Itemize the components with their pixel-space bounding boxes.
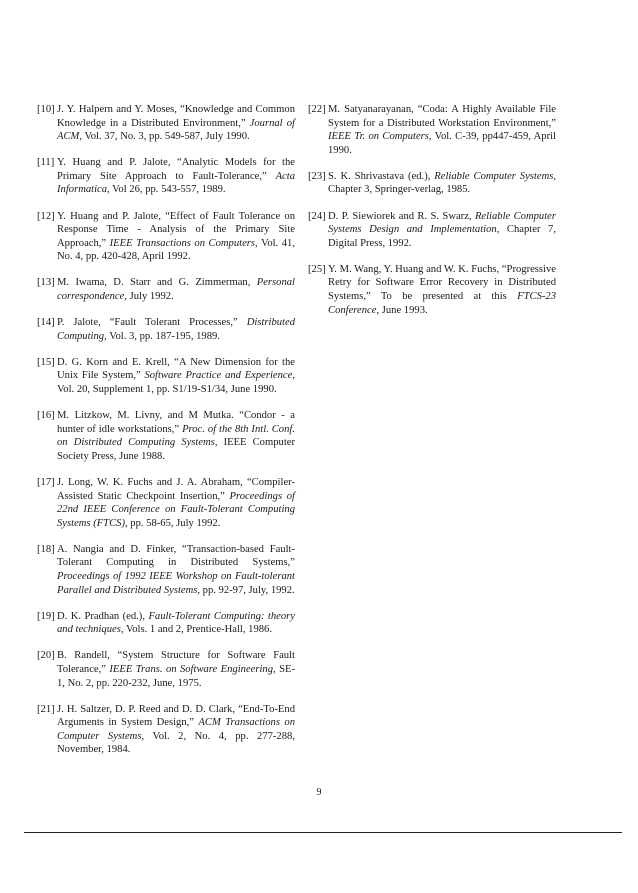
footer-rule — [24, 832, 622, 833]
reference-title-italic: IEEE Tr. on Computers — [328, 131, 429, 143]
reference-title-italic: Acta Informatica — [57, 170, 295, 196]
page-number: 9 — [316, 787, 322, 798]
reference-text — [57, 650, 295, 688]
reference-text-segment: S. K. Shrivastava (ed.), — [328, 170, 435, 182]
reference-text — [57, 211, 295, 263]
reference-number: [13] — [37, 277, 55, 289]
reference-entry — [37, 610, 295, 637]
reference-number: [17] — [37, 476, 55, 488]
reference-text — [57, 611, 295, 636]
reference-text-segment: , Chapter 3, Springer-verlag, 1985. — [328, 170, 557, 196]
reference-text — [57, 477, 295, 529]
reference-title-italic: IEEE Transactions on Computers — [109, 237, 256, 249]
reference-title-italic: Personal correspondence — [57, 277, 295, 303]
reference-number: [11] — [37, 157, 55, 169]
reference-entry — [308, 103, 556, 157]
reference-text — [57, 704, 295, 756]
reference-text-segment: , Vol 26, pp. 543-557, 1989. — [107, 184, 226, 196]
reference-text — [57, 157, 295, 195]
reference-number: [14] — [37, 317, 55, 329]
reference-text-segment: , Vol. 41, No. 4, pp. 420-428, April 1992. — [57, 237, 295, 263]
reference-text — [57, 544, 295, 596]
reference-entry — [37, 210, 295, 264]
reference-text — [57, 410, 295, 462]
reference-number: [23] — [308, 170, 326, 182]
reference-title-italic: Proceedings of 22nd IEEE Conference on Fault-Tolerant Computing Systems (FTCS) — [57, 490, 295, 529]
reference-text-segment: , pp. 92-97, July, 1992. — [197, 584, 295, 596]
reference-text — [328, 171, 556, 196]
reference-text — [328, 211, 556, 249]
reference-title-italic: Software Practice and Experience — [144, 370, 293, 382]
reference-entry — [37, 103, 295, 144]
reference-text — [57, 104, 295, 142]
reference-entry — [37, 703, 295, 757]
reference-text-segment: , IEEE Computer Society Press, June 1988. — [57, 437, 295, 462]
reference-number: [19] — [37, 610, 55, 622]
reference-text-segment: , Vols. 1 and 2, Prentice-Hall, 1986. — [120, 624, 272, 636]
reference-number: [10] — [37, 104, 55, 115]
reference-text — [328, 264, 556, 316]
reference-text — [57, 357, 295, 395]
reference-text-segment: , Vol. C-39, pp447-459, April 1990. — [328, 131, 556, 156]
reference-title-italic: IEEE Trans. on Software Engineering — [109, 664, 274, 675]
reference-text-segment: A. Nangia and D. Finker, “Transaction-based Fault-Tolerant Computing in Distributed Systems,” — [57, 543, 295, 569]
reference-text-segment: , Chapter 7, Digital Press, 1992. — [328, 224, 556, 249]
reference-text — [57, 317, 295, 342]
reference-entry — [37, 409, 295, 463]
reference-number: [22] — [308, 104, 326, 115]
reference-text-segment: , Vol. 2, No. 4, pp. 277-288, November, 1984. — [57, 730, 295, 756]
reference-title-italic: ACM Transactions on Computer Systems — [57, 717, 295, 742]
reference-text-segment: , July 1992. — [124, 291, 174, 303]
references-left-column — [37, 103, 295, 770]
reference-text-segment: , SE-1, No. 2, pp. 220-232, June, 1975. — [57, 664, 295, 689]
reference-text-segment: J. H. Saltzer, D. P. Reed and D. D. Clark, “End-To-End Arguments in System Design,” — [57, 703, 295, 729]
reference-title-italic: Distributed Computing — [57, 317, 295, 342]
reference-text-segment: Y. Huang and P. Jalote, “Effect of Fault Tolerance on Response Time - Analysis of the Primary Site Approach,” — [57, 210, 295, 249]
reference-text-segment: D. K. Pradhan (ed.), — [57, 610, 149, 622]
references-right-column — [308, 103, 556, 330]
reference-number: [15] — [37, 356, 55, 368]
reference-entry — [308, 170, 556, 197]
reference-text-segment: , June 1993. — [376, 304, 428, 316]
reference-entry — [37, 649, 295, 690]
reference-title-italic: Reliable Computer Systems Design and Implementation — [328, 210, 556, 236]
reference-title-italic: Proceedings of 1992 IEEE Workshop on Fault-tolerant Parallel and Distributed Systems — [57, 571, 295, 596]
reference-text-segment: J. Long, W. K. Fuchs and J. A. Abraham, “Compiler-Assisted Static Checkpoint Insertion,” — [57, 476, 295, 502]
reference-text-segment: P. Jalote, “Fault Tolerant Processes,” — [57, 317, 247, 329]
reference-number: [25] — [308, 263, 326, 275]
reference-text-segment: Y. M. Wang, Y. Huang and W. K. Fuchs, “Progressive Retry for Software Error Recovery in Distributed Systems,” To be presented at this — [328, 263, 556, 303]
reference-entry — [308, 210, 556, 251]
reference-entry — [308, 263, 556, 317]
reference-title-italic: Proc. of the 8th Intl. Conf. on Distributed Computing Systems — [57, 423, 295, 449]
reference-title-italic: Fault-Tolerant Computing: theory and techniques — [57, 610, 295, 636]
reference-text-segment: , Vol. 20, Supplement 1, pp. S1/19-S1/34, June 1990. — [57, 370, 295, 395]
reference-text-segment: , Vol. 37, No. 3, pp. 549-587, July 1990. — [79, 131, 250, 143]
reference-text-segment: D. G. Korn and E. Krell, “A New Dimension for the Unix File System,” — [57, 356, 295, 382]
reference-title-italic: Reliable Computer Systems — [434, 170, 554, 182]
reference-number: [20] — [37, 650, 55, 662]
reference-title-italic: Journal of ACM — [57, 117, 295, 143]
reference-text-segment: M. Litzkow, M. Livny, and M Mutka. “Condor - a hunter of idle workstations,” — [57, 410, 295, 435]
reference-entry — [37, 356, 295, 397]
reference-number: [24] — [308, 210, 326, 222]
reference-number: [12] — [37, 210, 55, 222]
reference-entry — [37, 476, 295, 530]
reference-text-segment: M. Iwama, D. Starr and G. Zimmerman, — [57, 277, 257, 289]
reference-entry — [37, 316, 295, 343]
reference-entry — [37, 156, 295, 197]
reference-entry — [37, 276, 295, 303]
reference-text-segment: D. P. Siewiorek and R. S. Swarz, — [328, 210, 475, 222]
reference-number: [16] — [37, 410, 55, 422]
reference-number: [21] — [37, 703, 55, 715]
reference-entry — [37, 543, 295, 597]
reference-text-segment: J. Y. Halpern and Y. Moses, “Knowledge and Common Knowledge in a Distributed Environment,” — [57, 104, 295, 129]
reference-text-segment: , Vol. 3, pp. 187-195, 1989. — [104, 330, 220, 342]
reference-text-segment: , pp. 58-65, July 1992. — [124, 517, 221, 529]
reference-text — [328, 104, 556, 156]
reference-text — [57, 277, 295, 302]
reference-text-segment: B. Randell, “System Structure for Software Fault Tolerance,” — [57, 650, 295, 675]
reference-title-italic: FTCS-23 Conference — [328, 291, 556, 316]
reference-text-segment: M. Satyanarayanan, “Coda: A Highly Available File System for a Distributed Workstation Environment,” — [328, 104, 556, 129]
reference-number: [18] — [37, 543, 55, 555]
reference-text-segment: Y. Huang and P. Jalote, “Analytic Models for the Primary Site Approach to Fault-Tolerance,” — [57, 157, 295, 182]
